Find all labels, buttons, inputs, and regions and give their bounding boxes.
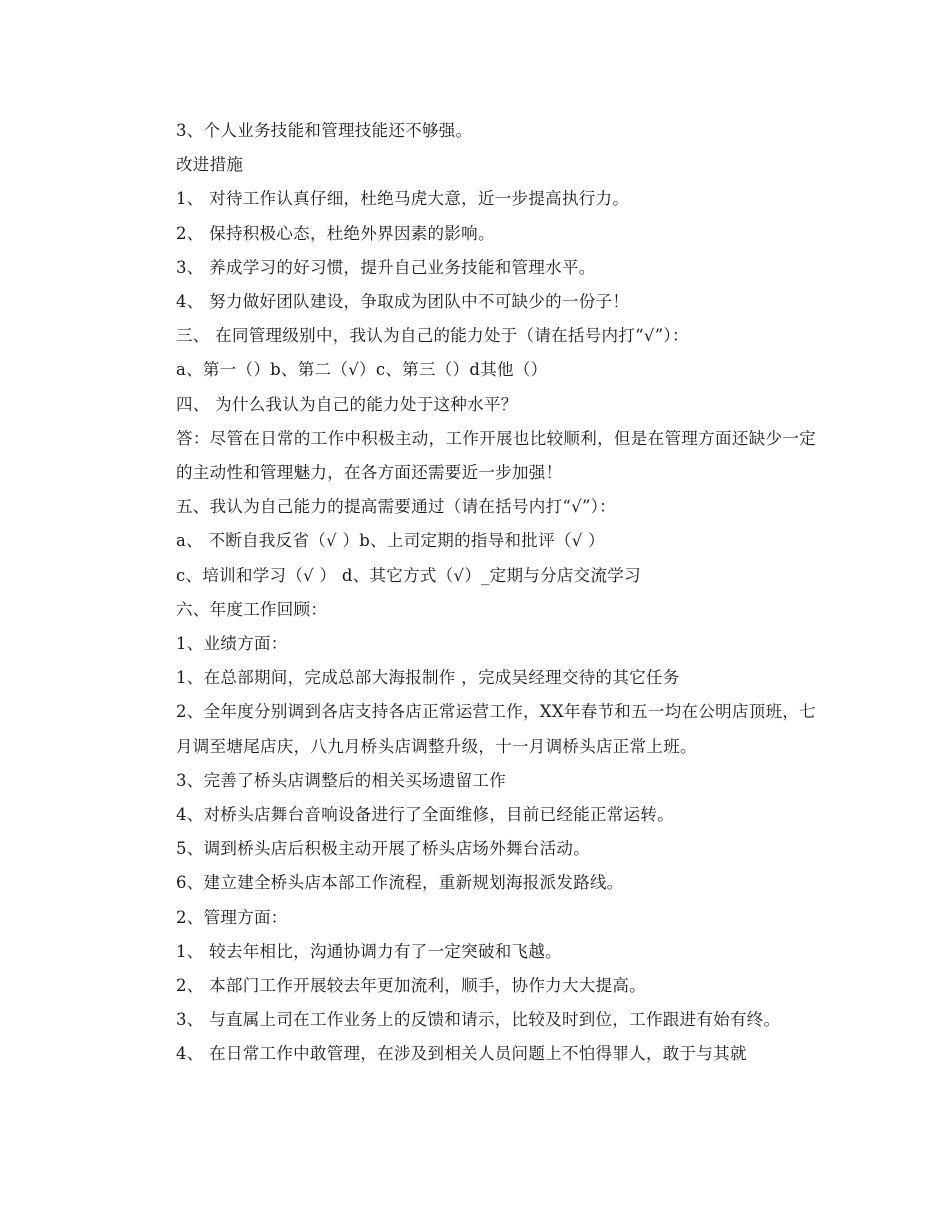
- list-item: 2、 保持积极心态，杜绝外界因素的影响。: [176, 223, 495, 243]
- list-item: 5、调到桥头店后积极主动开展了桥头店场外舞台活动。: [176, 839, 590, 859]
- paragraph: c、培训和学习（√ ） d、其它方式（√）_定期与分店交流学习: [176, 565, 641, 585]
- section-heading: 改进措施: [176, 155, 244, 175]
- list-item: 1、在总部期间，完成总部大海报制作 ，完成吴经理交待的其它任务: [176, 668, 680, 688]
- paragraph: 3、个人业务技能和管理技能还不够强。: [176, 121, 473, 140]
- paragraph: a、第一（）b、第二（√）c、第三（）d其他（）: [176, 360, 548, 380]
- list-item: 6、建立建全桥头店本部工作流程，重新规划海报派发路线。: [176, 873, 624, 893]
- paragraph: a、 不断自我反省（√ ）b、上司定期的指导和批评（√ ）: [176, 531, 605, 551]
- paragraph: 答：尽管在日常的工作中积极主动，工作开展也比较顺利，但是在管理方面还缺少一定的主动性和管理魅力，在各方面还需要近一步加强！: [176, 428, 816, 483]
- list-item: 4、 在日常工作中敢管理，在涉及到相关人员问题上不怕得罪人，敢于与其就: [176, 1044, 747, 1064]
- list-item: 1、 较去年相比，沟通协调力有了一定突破和飞越。: [176, 941, 562, 961]
- section-heading: 四、 为什么我认为自己的能力处于这种水平？: [176, 394, 518, 414]
- document-body: [140, 114, 816, 1072]
- list-item: 1、 对待工作认真仔细，杜绝马虎大意，近一步提高执行力。: [176, 189, 630, 209]
- list-item: 3、完善了桥头店调整后的相关买场遗留工作: [176, 770, 506, 790]
- list-item: 4、 努力做好团队建设，争取成为团队中不可缺少的一份子！: [176, 292, 630, 312]
- section-heading: 六、年度工作回顾：: [176, 599, 328, 619]
- section-heading: 三、 在同管理级别中，我认为自己的能力处于（请在括号内打“√”）：: [176, 326, 689, 346]
- subsection-heading: 2、管理方面：: [176, 907, 288, 927]
- list-item: 4、对桥头店舞台音响设备进行了全面维修，目前已经能正常运转。: [176, 805, 674, 825]
- list-item: 3、 养成学习的好习惯，提升自己业务技能和管理水平。: [176, 257, 596, 277]
- list-item: 2、全年度分别调到各店支持各店正常运营工作，XX年春节和五一均在公明店顶班，七月调至塘尾店庆，八九月桥头店调整升级，十一月调桥头店正常上班。: [176, 702, 816, 756]
- list-item: 3、 与直属上司在工作业务上的反馈和请示，比较及时到位，工作跟进有始有终。: [176, 1010, 781, 1030]
- subsection-heading: 1、业绩方面：: [176, 634, 288, 654]
- section-heading: 五、我认为自己能力的提高需要通过（请在括号内打“√”）：: [176, 497, 617, 517]
- list-item: 2、 本部门工作开展较去年更加流利，顺手，协作力大大提高。: [176, 976, 646, 996]
